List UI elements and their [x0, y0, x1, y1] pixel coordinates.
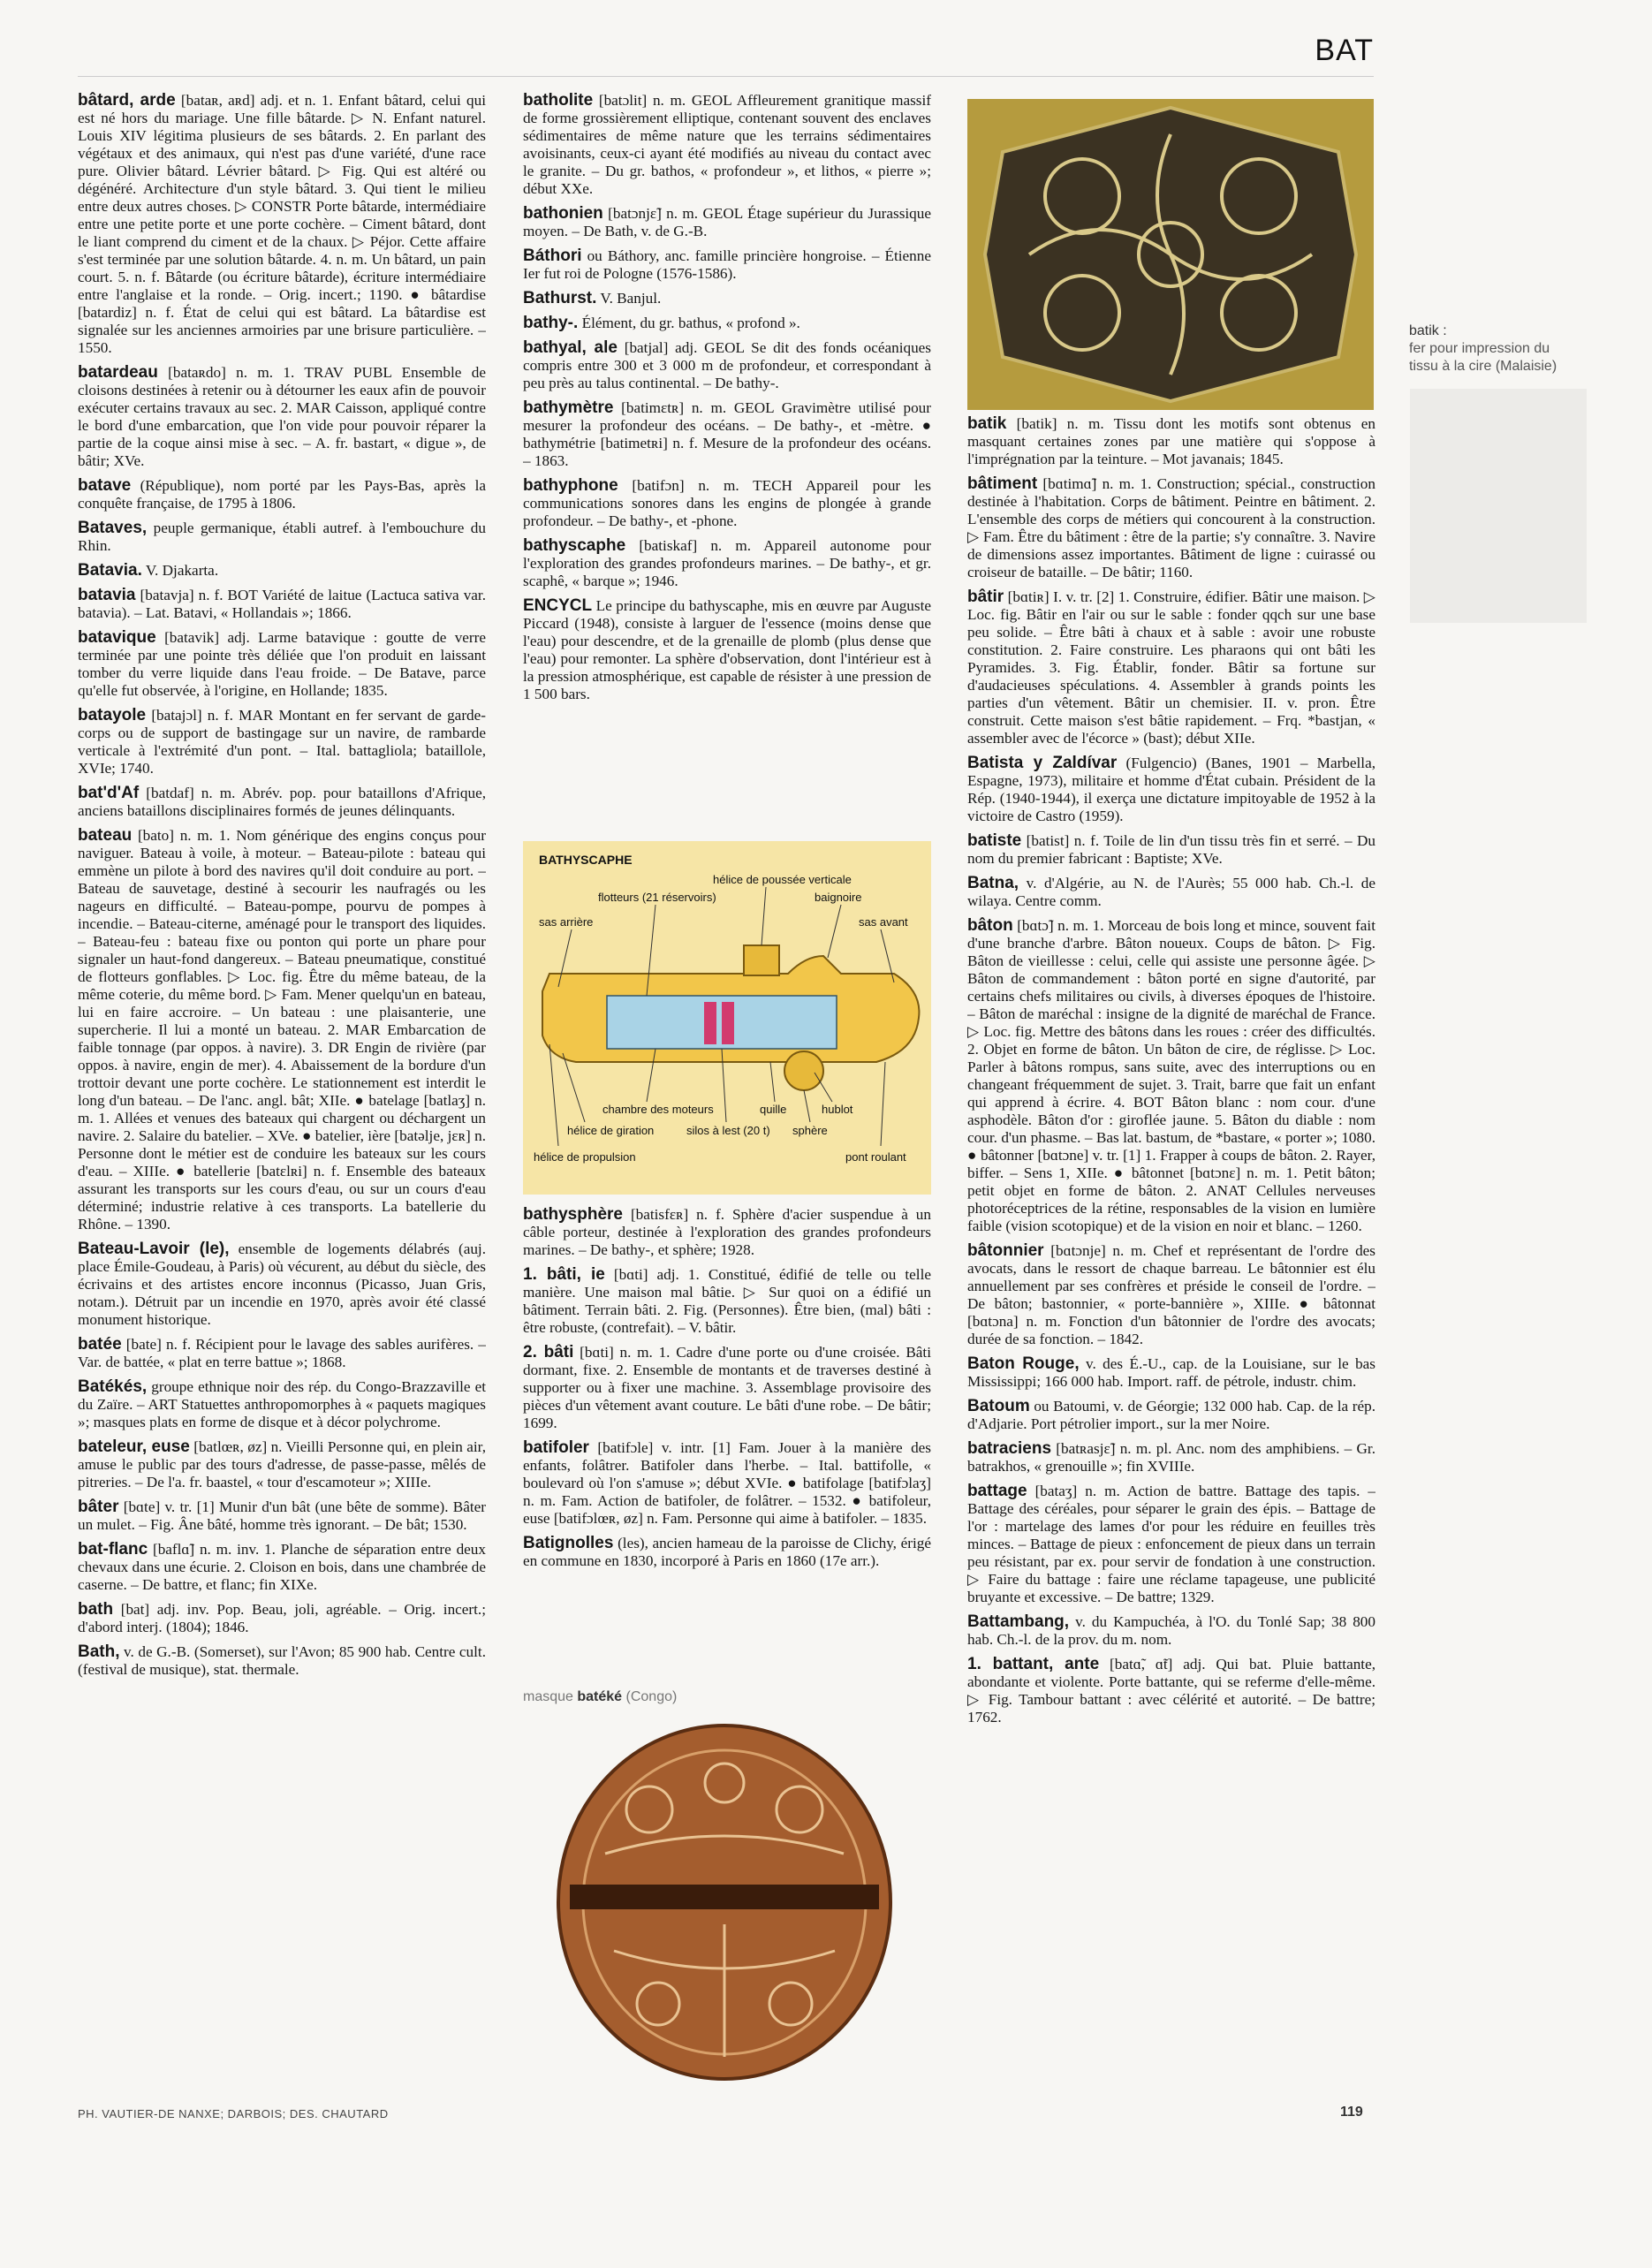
headword: batave — [78, 476, 132, 495]
photo-credits: PH. VAUTIER-DE NANXE; DARBOIS; DES. CHAUTARD — [78, 2107, 389, 2120]
definition: [bataʀ, aʀd] adj. et n. 1. Enfant bâtard, celui qui est né hors du mariage. Une fille bâtarde. ▷ N. Enfant naturel. Louis XIV légitima plusieurs de ses bâtards. 2. En parlant des végétaux et des animaux, qui n'est pas d'une variété, d'une race pure. Olivier bâtard. Lévrier bâtard. ▷ Fig. Qui est altéré ou dégénéré. Architecture d'un style bâtard. 3. Qui tient le milieu entre deux autres choses. ▷ CONSTR Porte bâtarde, intermédiaire entre une petite porte et une porte cochère. – Ciment bâtard, dont le liant comprend du ciment et de la chaux. ▷ Péjor. Cette affaire s'est terminée par une solution bâtarde. 4. n. m. Un bâtard, un pain court. 5. n. f. Bâtarde (ou écriture bâtarde), écriture intermédiaire entre l'anglaise et la ronde. – Orig. incert.; 1190. ● bâtardise [batardiz] n. f. État de celui qui est bâtard. La bâtardise est signalée sur les anciennes armoiries par une brisure particulière. – 1550. — [78, 92, 486, 356]
dictionary-entry — [967, 1613, 1375, 1649]
definition: [batajɔl] n. f. MAR Montant en fer servant de garde-corps ou de support de bastingage sur un navire, de rambarde verticale à l'extrémité d'un pont. – Ital. battagliola; bataillole, XVIe; 1740. — [78, 707, 486, 777]
headword: Bath, — [78, 1642, 120, 1661]
definition: [bate] n. f. Récipient pour le lavage des sables aurifères. – Var. de battée, « plat en terre battue »; 1868. — [78, 1336, 486, 1370]
definition: v. de G.-B. (Somerset), sur l'Avon; 85 900 hab. Centre cult. (festival de musique), stat. thermale. — [78, 1643, 486, 1678]
dictionary-entry — [523, 205, 931, 240]
definition: [batist] n. f. Toile de lin d'un tissu très fin et serré. – Du nom du premier fabricant : Baptiste; XVe. — [967, 832, 1375, 867]
headword: battage — [967, 1482, 1027, 1500]
definition: V. Banjul. — [596, 290, 662, 307]
dictionary-entry — [523, 290, 931, 307]
batik-margin-note — [1409, 322, 1577, 375]
dictionary-entry — [78, 707, 486, 777]
definition: groupe ethnique noir des rép. du Congo-Brazzaville et du Zaïre. – ART Statuettes anthropomorphes à « paquets magiques »; masques plats en forme de disque et à décor polychrome. — [78, 1378, 486, 1430]
headword: batifoler — [523, 1438, 589, 1457]
definition: ou Báthory, anc. famille princière hongroise. – Étienne Ier fut roi de Pologne (1576-1586). — [523, 247, 931, 282]
definition: Le principe du bathyscaphe, mis en œuvre par Auguste Piccard (1948), consiste à larguer de l'essence (moins dense que l'eau) pour descendre, et de la grenaille de plomb (plus dense que l'eau) pour remonter. La sphère d'observation, dont l'intérieur est à la pression atmosphérique, est capable de résister à une pression de 1 500 bars. — [523, 597, 931, 702]
dictionary-entry — [523, 315, 931, 332]
headword: 1. bâti, ie — [523, 1265, 605, 1284]
headword: bathonien — [523, 204, 603, 223]
dictionary-entry — [967, 475, 1375, 581]
headword: Batista y Zaldívar — [967, 754, 1118, 772]
page-number: 119 — [1340, 2105, 1363, 2120]
definition: peuple germanique, établi autref. à l'embouchure du Rhin. — [78, 520, 486, 554]
mask-svg — [552, 1721, 897, 2083]
definition: [batjal] adj. GEOL Se dit des fonds océaniques compris entre 300 et 3 000 m de profondeur, et correspondant à peu près au talus continental. – De bathy-. — [523, 339, 931, 391]
dictionary-entry — [78, 1378, 486, 1431]
headword: bath — [78, 1600, 114, 1619]
headword: bathysphère — [523, 1206, 623, 1224]
batik-stamp-photo — [967, 99, 1374, 410]
mask-caption: masque batéké (Congo) — [523, 1689, 678, 1704]
dictionary-entry — [78, 92, 486, 357]
dictionary-entry — [78, 827, 486, 1233]
dictionary-entry — [523, 1206, 931, 1259]
headword: bateau — [78, 826, 133, 845]
running-head: BAT — [1315, 34, 1374, 67]
definition: [batiskaf] n. m. Appareil autonome pour l'exploration des grandes profondeurs marines. – De bathy-, et gr. scaphê, « barque »; 1946. — [523, 537, 931, 589]
headword: bâter — [78, 1498, 119, 1516]
definition: [bɑtiʀ] I. v. tr. [2] 1. Construire, édifier. Bâtir une maison. ▷ Loc. fig. Bâtir en l'air ou sur le sable : fonder qqch sur une base peu solide. – Être bâti à chaux et à sable : avoir une robuste constitution. 2. Faire construire. Les pharaons qui ont bâti les Pyramides. 3. Fig. Établir, fonder. Bâtir sa fortune sur d'audacieuses spéculations. 4. Assembler à grands points les parties d'un vêtement. Bâtir un chemisier. II. v. pron. Être construit. Cette maison s'est bâtie rapidement. – Frq. *bastjan, « assembler avec de l'écorce » (bast); début XIIe. — [967, 588, 1375, 747]
dictionary-entry — [78, 1240, 486, 1329]
definition: [batimɛtʀ] n. m. GEOL Gravimètre utilisé pour mesurer la profondeur des océans. – De bathy-, et -mètre. ● bathymétrie [batimetʀi] n. f. Mesure de la profondeur des océans. – 1863. — [523, 399, 931, 469]
headword: Batoum — [967, 1397, 1030, 1415]
dictionary-entry — [523, 1439, 931, 1528]
dictionary-entry — [78, 1438, 486, 1491]
definition: (République), nom porté par les Pays-Bas, après la conquête française, de 1795 à 1806. — [78, 477, 486, 512]
dictionary-entry — [523, 247, 931, 283]
faded-margin-photo — [1410, 389, 1587, 623]
bateke-mask-photo — [552, 1721, 897, 2083]
dictionary-entry — [967, 1656, 1375, 1726]
dictionary-entry — [78, 364, 486, 470]
definition: [batɔnjɛ̃] n. m. GEOL Étage supérieur du Jurassique moyen. – De Bath, v. de G.-B. — [523, 205, 931, 239]
headword: bâtiment — [967, 474, 1038, 493]
dictionary-entry — [78, 785, 486, 820]
definition: [batavik] adj. Larme batavique : goutte de verre terminée par une pointe très déliée que l'on produit en laissant tomber du verre liquide dans l'eau froide. – De Batave, parce qu'elle fut observée, à l'origine, en Hollande; 1835. — [78, 629, 486, 699]
headword: batavique — [78, 628, 156, 647]
dictionary-entry — [523, 339, 931, 392]
headword: ENCYCL — [523, 596, 593, 615]
definition: [batɑ̃, ɑ̃t] adj. Qui bat. Pluie battante, abondante et violente. Porte battante, qui se referme d'elle-même. ▷ Fig. Tambour battant : avec célérité et autorité. – De battre; 1762. — [967, 1656, 1375, 1726]
mask-eye-slit — [570, 1885, 879, 1909]
dictionary-entry — [967, 1242, 1375, 1348]
definition: [batisfɛʀ] n. f. Sphère d'acier suspendue à un câble porteur, destinée à l'exploration des grandes profondeurs marines. – De bathy-, et sphère; 1928. — [523, 1206, 931, 1258]
label-rear-airlock: sas arrière — [539, 915, 594, 929]
label-bathtub: baignoire — [815, 891, 862, 904]
label-floats: flotteurs (21 réservoirs) — [598, 891, 716, 904]
dictionary-entry — [967, 415, 1375, 468]
headword: batavia — [78, 586, 136, 604]
headword: bat'd'Af — [78, 784, 140, 802]
headword: Bataves, — [78, 519, 148, 537]
definition: [bɑte] v. tr. [1] Munir d'un bât (une bête de somme). Bâter un mulet. – Fig. Âne bâté, homme très ignorant. – De bât; 1530. — [78, 1498, 486, 1533]
observation-sphere — [784, 1051, 823, 1090]
label-front-airlock: sas avant — [859, 915, 908, 929]
definition: v. d'Algérie, au N. de l'Aurès; 55 000 hab. Ch.-l. de wilaya. Centre comm. — [967, 875, 1375, 909]
column-2-lower — [523, 1206, 931, 1683]
dictionary-entry — [523, 477, 931, 530]
dictionary-entry — [78, 562, 486, 580]
dictionary-entry — [523, 92, 931, 198]
dictionary-entry — [967, 755, 1375, 825]
definition: [bato] n. m. 1. Nom générique des engins conçus pour naviguer. Bateau à voile, à moteur. – Bateau-pilote : bateau qui emmène un pilote à bord des navires qu'il doit conduire au port. – Bateau de sauvetage, destiné à secourir les naufragés ou les nageurs en difficulté. – Bateau-pompe, pourvu de pompes à incendie. – Bateau-citerne, aménagé pour le transport des liquides. – Bateau-feu : bateau fixe ou ponton qui porte un phare pour signaler un haut-fond dangereux. – Bateau pneumatique, constitué de flotteurs gonflables. ▷ Loc. fig. Être du même bateau, de la même coterie, du même bord. ▷ Fam. Mener quelqu'un en bateau, lui en faire accroire. – Un bateau : une plaisanterie, une supercherie. Il lui a monté un bateau. 2. MAR Embarcation de faible tonnage (par oppos. à navire). 3. DR Engin de rivière (par oppos. à navire, engin de mer). 4. Abaissement de la bordure d'un trottoir devant une porte cochère. Le stationnement est interdit le long d'un bateau. – De l'anc. angl. bât; XIIe. ● batelage [batlaʒ] n. m. 1. Allées et venues des bateaux qui chargent ou déchargent un navire. 2. Salaire du batelier. – XVe. ● batelier, ière [batəlje, jɛʀ] n. Personne dont le métier est de conduire les bateaux sur les cours d'eau. – XIIIe. ● batellerie [batɛlʀi] n. f. Ensemble des bateaux assurant les transports sur les cours d'eau, ou sur un cours d'eau déterminé; industrie relative à ces transports. La batellerie du Rhône. – 1390. — [78, 827, 486, 1233]
bathyscaphe-svg — [523, 841, 931, 1195]
definition: ou Batoumi, v. de Géorgie; 132 000 hab. Cap. de la rép. d'Adjarie. Port pétrolier import., sur la mer Noire. — [967, 1398, 1375, 1432]
headword: batholite — [523, 92, 594, 110]
headword: batée — [78, 1335, 122, 1354]
definition: v. des É.-U., cap. de la Louisiane, sur le bas Mississippi; 166 000 hab. Import. raff. de pétrole, industr. chim. — [967, 1355, 1375, 1390]
headword: bathymètre — [523, 398, 614, 417]
batik-svg — [967, 99, 1374, 410]
dictionary-entry — [967, 1355, 1375, 1391]
definition: [batik] n. m. Tissu dont les motifs sont obtenus en masquant certaines zones par une matière qui s'oppose à l'imprégnation par la teinture. – Mot javanais; 1845. — [967, 415, 1375, 467]
headword: bathy-. — [523, 314, 579, 332]
definition: [batifɔn] n. m. TECH Appareil pour les communications sonores dans les engins de plongée à grande profondeur. – De bathy-, et -phone. — [523, 477, 931, 529]
dictionary-entry — [78, 1498, 486, 1534]
headword: Batignolles — [523, 1534, 614, 1552]
dictionary-entry — [523, 1266, 931, 1337]
headword: bâtir — [967, 588, 1004, 606]
headword: batardeau — [78, 363, 158, 382]
headword: batiste — [967, 831, 1022, 850]
label-sphere: sphère — [792, 1124, 828, 1137]
definition: [bɑti] adj. 1. Constitué, édifié de telle ou telle manière. Une maison mal bâtie. ▷ Sur quoi on a édifié un bâtiment. Terrain bâti. 2. Fig. (Personnes). Être bien, (mal) bâti : être robuste, (contrefait). – V. bâtir. — [523, 1266, 931, 1336]
label-keel: quille — [760, 1103, 787, 1116]
definition: Élément, du gr. bathus, « profond ». — [578, 315, 800, 331]
mask-name: batéké — [577, 1689, 623, 1704]
dictionary-entry — [78, 477, 486, 512]
dictionary-entry — [523, 537, 931, 590]
definition: [batavja] n. f. BOT Variété de laitue (Lactuca sativa var. batavia). – Lat. Batavi, « Hollandais »; 1866. — [78, 587, 486, 621]
ballast-silo-left — [704, 1002, 716, 1044]
definition: [bɑtɔ̃] n. m. 1. Morceau de bois long et mince, souvent fait d'une branche d'arbre. Bâton noueux. Coups de bâton. ▷ Fig. Bâton de vieillesse : celui, celle qui assiste une personne âgée. ▷ Bâton de commandement : bâton porté en signe d'autorité, par certains chefs militaires ou civils, à diverses époques de l'histoire. – Bâton de maréchal : insigne de la dignité de maréchal de France. ▷ Loc. fig. Mettre des bâtons dans les roues : créer des difficultés. 2. Objet en forme de bâton. Un bâton de cire, de réglisse. ▷ Loc. Parler à bâtons rompus, sans suite, avec des interruptions ou en changeant fréquemment de sujet. 3. Trait, barre que fait un enfant qui apprend à écrire. 4. BOT Bâton blanc : nom cour. d'une asphodèle. Bâton d'or : giroflée jaune. 5. Bâton du diable : nom cour. d'un phasme. – Bas lat. bastum, de *bastare, « porter »; 1080. ● bâtonner [bɑtɔne] v. tr. [1] 1. Frapper à coups de bâton. 2. Rayer, biffer. – Sens 1, XIIe. ● bâtonnet [bɑtɔnɛ] n. m. 1. Petit bâton; petit objet en forme de bâton. 2. ANAT Cellules nerveuses photoréceptrices de la rétine, responsables de la vision en lumière faible (vision scotopique) et de la vision en noir et blanc. – 1260. — [967, 917, 1375, 1234]
ballast-silo-right — [722, 1002, 734, 1044]
headword: Báthori — [523, 247, 582, 265]
label-ballast-silos: silos à lest (20 t) — [686, 1124, 770, 1137]
headword: batik — [967, 415, 1007, 433]
dictionary-entry — [967, 917, 1375, 1235]
dictionary-entry — [78, 1541, 486, 1594]
definition: [batʀasjɛ̃] n. m. pl. Anc. nom des amphibiens. – Gr. batrakhos, « grenouille »; fin XVIIIe. — [967, 1440, 1375, 1475]
headword: Bateau-Lavoir (le), — [78, 1240, 230, 1258]
headword: Baton Rouge, — [967, 1354, 1080, 1373]
label-propulsion-propeller: hélice de propulsion — [534, 1150, 636, 1164]
headword: Battambang, — [967, 1612, 1070, 1631]
headword: bâton — [967, 916, 1013, 935]
dictionary-entry — [78, 1336, 486, 1371]
label-rolling-deck: pont roulant — [845, 1150, 906, 1164]
dictionary-entry — [523, 1535, 931, 1570]
dictionary-entry — [78, 629, 486, 700]
definition: [batlœʀ, øz] n. Vieilli Personne qui, en plein air, amuse le public par des tours d'adresse, de passe-passe, mêlés de pitreries. – De l'a. fr. baastel, « tour d'escamoteur »; XIIIe. — [78, 1438, 486, 1491]
headword: bâtonnier — [967, 1241, 1044, 1260]
definition: V. Djakarta. — [141, 562, 219, 579]
headword: batraciens — [967, 1439, 1052, 1458]
headword: Bathurst. — [523, 289, 597, 307]
label-porthole: hublot — [822, 1103, 853, 1116]
batik-note-title: batik : — [1409, 323, 1447, 338]
headword: 1. battant, ante — [967, 1655, 1100, 1673]
headword: batayole — [78, 706, 147, 724]
dictionary-entry — [523, 1344, 931, 1432]
batik-note-text: fer pour impression du tissu à la cire (Malaisie) — [1409, 341, 1557, 374]
column-1 — [78, 92, 486, 2097]
dictionary-entry — [967, 1483, 1375, 1606]
definition: [batdaf] n. m. Abrév. pop. pour bataillons d'Afrique, anciens bataillons disciplinaires formés de jeunes délinquants. — [78, 785, 486, 819]
dictionary-entry — [78, 1643, 486, 1679]
dictionary-entry — [967, 875, 1375, 910]
column-2-upper — [523, 92, 931, 834]
headword: Batna, — [967, 874, 1019, 892]
dictionary-entry — [967, 832, 1375, 868]
dictionary-entry — [967, 588, 1375, 747]
diagram-title: BATHYSCAPHE — [539, 853, 633, 867]
dictionary-entry — [78, 1601, 486, 1636]
definition: [baflɑ̃] n. m. inv. 1. Planche de séparation entre deux chevaux dans une écurie. 2. Cloison en bois, dans une chambrée de caserne. – De battre, et flanc; fin XIXe. — [78, 1541, 486, 1593]
dictionary-entry — [523, 399, 931, 470]
dictionary-entry — [78, 587, 486, 622]
definition: [batifɔle] v. intr. [1] Fam. Jouer à la manière des enfants, folâtrer. Batifoler dans l'herbe. – Ital. battifolle, « boulevard où l'on s'amuse »; début XVIe. ● batifolage [batifɔlaʒ] n. m. Fam. Action de batifoler, de folâtrer. – 1532. ● batifoleur, euse [batifɔlœʀ, øz] n. Fam. Personne qui aime à batifoler. – 1835. — [523, 1439, 931, 1527]
headword: Batavia. — [78, 561, 142, 580]
headword: bathyphone — [523, 476, 618, 495]
dictionary-entry — [523, 597, 931, 703]
definition: [bɑtɔnje] n. m. Chef et représentant de l'ordre des avocats, dans le ressort de chaque barreau. Le bâtonnier est élu annuellement par ses confrères et préside le conseil de l'ordre. – De bâton; bastonnier, « porte-bannière », XIIIe. ● bâtonnat [bɑtɔna] n. m. Fonction d'un bâtonnier de l'ordre des avocats; durée de sa fonction. – 1842. — [967, 1242, 1375, 1347]
label-vertical-propeller: hélice de poussée verticale — [713, 873, 852, 886]
definition: [bɑtimɑ̃] n. m. 1. Construction; spécial., construction destinée à l'habitation. Corps de bâtiment. Peintre en bâtiment. 2. L'ensemble des corps de métiers qui concourent à la construction. ▷ Fam. Être du bâtiment : être de la partie; s'y connaître. 3. Navire de dimensions assez importantes. Bâtiment de ligne : cuirassé ou croiseur de bataille. – De bâtir; 1160. — [967, 475, 1375, 580]
definition: (Fulgencio) (Banes, 1901 – Marbella, Espagne, 1973), militaire et homme d'État cubain. Président de la Rép. (1940-1944), il exerça une dictature impitoyable de 1952 à la victoire de Castro (1959). — [967, 755, 1375, 824]
definition: [batɔlit] n. m. GEOL Affleurement granitique massif de forme grossièrement elliptique, contenant souvent des enclaves sédimentaires de même nature que les terrains sédimentaires avoisinants, ceux-ci ayant été modifiés au niveau du contact avec le granite. – Du gr. bathos, « profondeur », et lithos, « pierre »; début XXe. — [523, 92, 931, 197]
definition: v. du Kampuchéa, à l'O. du Tonlé Sap; 38 800 hab. Ch.-l. de la prov. du m. nom. — [967, 1613, 1375, 1648]
dictionary-entry — [967, 1440, 1375, 1475]
headword: bat-flanc — [78, 1540, 148, 1559]
headword: bâtard, arde — [78, 92, 176, 110]
headword: Batékés, — [78, 1377, 148, 1396]
definition: [bataʀdo] n. m. 1. TRAV PUBL Ensemble de cloisons destinées à retenir ou à détourner les eaux afin de pouvoir exécuter certains travaux au sec. 2. MAR Caisson, appliqué contre le bord d'une embarcation, que l'on vide pour pouvoir réparer la partie de la coque ainsi mise à sec. – A. fr. bastart, « digue », de bâtir; XVe. — [78, 364, 486, 469]
headword: bathyal, ale — [523, 338, 618, 357]
definition: (les), ancien hameau de la paroisse de Clichy, érigé en commune en 1830, incorporé à Paris en 1860 (17e arr.). — [523, 1535, 931, 1569]
headword: bathyscaphe — [523, 536, 626, 555]
headword: 2. bâti — [523, 1343, 574, 1362]
dictionary-entry — [78, 520, 486, 555]
definition: [bat] adj. inv. Pop. Beau, joli, agréable. – Orig. incert.; d'abord interj. (1804); 1846. — [78, 1601, 486, 1635]
conning-tower — [744, 945, 779, 975]
label-steering-propeller: hélice de giration — [567, 1124, 655, 1137]
dictionary-entry — [967, 1398, 1375, 1433]
label-engine-room: chambre des moteurs — [602, 1103, 714, 1116]
top-rule — [78, 76, 1374, 77]
column-3 — [967, 415, 1375, 2098]
definition: [bataʒ] n. m. Action de battre. Battage des tapis. – Battage des céréales, pour séparer le grain des épis. – Battage de l'or : martelage des lames d'or pour les réduire en feuilles très minces. – Battage de pieux : enfoncement de pieux dans un terrain peu résistant, par ex. pour servir de fondation à une construction. ▷ Faire du battage : faire une réclame tapageuse, une publicité bruyante et excessive. – De battre; 1329. — [967, 1483, 1375, 1605]
headword: bateleur, euse — [78, 1437, 190, 1456]
definition: ensemble de logements délabrés (auj. place Émile-Goudeau, à Paris) où vécurent, au début du siècle, des écrivains et des artistes encore inconnus (Picasso, Juan Gris, notam.). Détruit par un incendie en 1970, après avoir été classé monument historique. — [78, 1240, 486, 1328]
bathyscaphe-diagram — [523, 841, 931, 1195]
definition: [bɑti] n. m. 1. Cadre d'une porte ou d'une croisée. Bâti dormant, fixe. 2. Ensemble de montants et de traverses destiné à supporter ou à fixer une machine. 3. Assemblage provisoire des pièces d'un vêtement avant couture. Le bâti d'une robe. – De bâtir; 1699. — [523, 1344, 931, 1431]
